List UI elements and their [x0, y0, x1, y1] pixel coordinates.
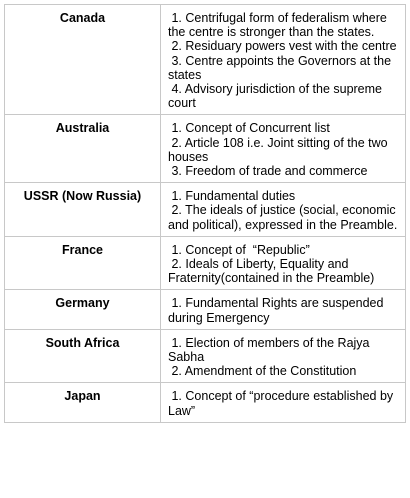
table-row-ussr [5, 183, 406, 237]
country-cell: Australia [5, 115, 161, 183]
country-cell: USSR (Now Russia) [5, 183, 161, 237]
borrowed-features-table [4, 4, 406, 423]
features-cell [161, 290, 406, 329]
feature-item: 2. Ideals of Liberty, Equality and Fraternity(contained in the Preamble) [168, 257, 375, 286]
feature-item: 2. Amendment of the Constitution [168, 364, 357, 379]
feature-item: 4. Advisory jurisdiction of the supreme court [168, 82, 386, 111]
table-row-south-africa [5, 329, 406, 383]
features-cell [161, 183, 406, 237]
feature-item: 1. Election of members of the Rajya Sabha [168, 335, 373, 365]
feature-item: 1. Concept of “Republic” [168, 242, 310, 257]
feature-item: 2. Residuary powers vest with the centre [168, 39, 397, 54]
feature-item: 1. Concept of “procedure established by Law” [168, 389, 397, 418]
feature-item: 1. Centrifugal form of federalism where the centre is stronger than the states. [168, 11, 391, 40]
features-cell [161, 236, 406, 290]
features-cell [161, 329, 406, 383]
country-cell: France [5, 236, 161, 290]
feature-item: 1. Fundamental Rights are suspended during Emergency [168, 296, 387, 325]
table-row-australia [5, 115, 406, 183]
feature-item: 3. Freedom of trade and commerce [168, 164, 368, 179]
feature-item: 1. Concept of Concurrent list [168, 121, 330, 136]
country-cell: Canada [5, 5, 161, 115]
table-body [5, 5, 406, 423]
feature-item: 3. Centre appoints the Governors at the states [168, 53, 395, 82]
features-cell [161, 115, 406, 183]
features-cell [161, 383, 406, 422]
feature-item: 1. Fundamental duties [168, 189, 296, 204]
country-cell: Japan [5, 383, 161, 422]
table-row-japan [5, 383, 406, 422]
table-row-germany [5, 290, 406, 329]
features-cell [161, 5, 406, 115]
table-row-france [5, 236, 406, 290]
country-cell: Germany [5, 290, 161, 329]
feature-item: 2. Article 108 i.e. Joint sitting of the two houses [168, 135, 392, 164]
country-cell: South Africa [5, 329, 161, 383]
feature-item: 2. The ideals of justice (social, economic and political), expressed in the Preamble. [168, 203, 400, 232]
table-row-canada [5, 5, 406, 115]
